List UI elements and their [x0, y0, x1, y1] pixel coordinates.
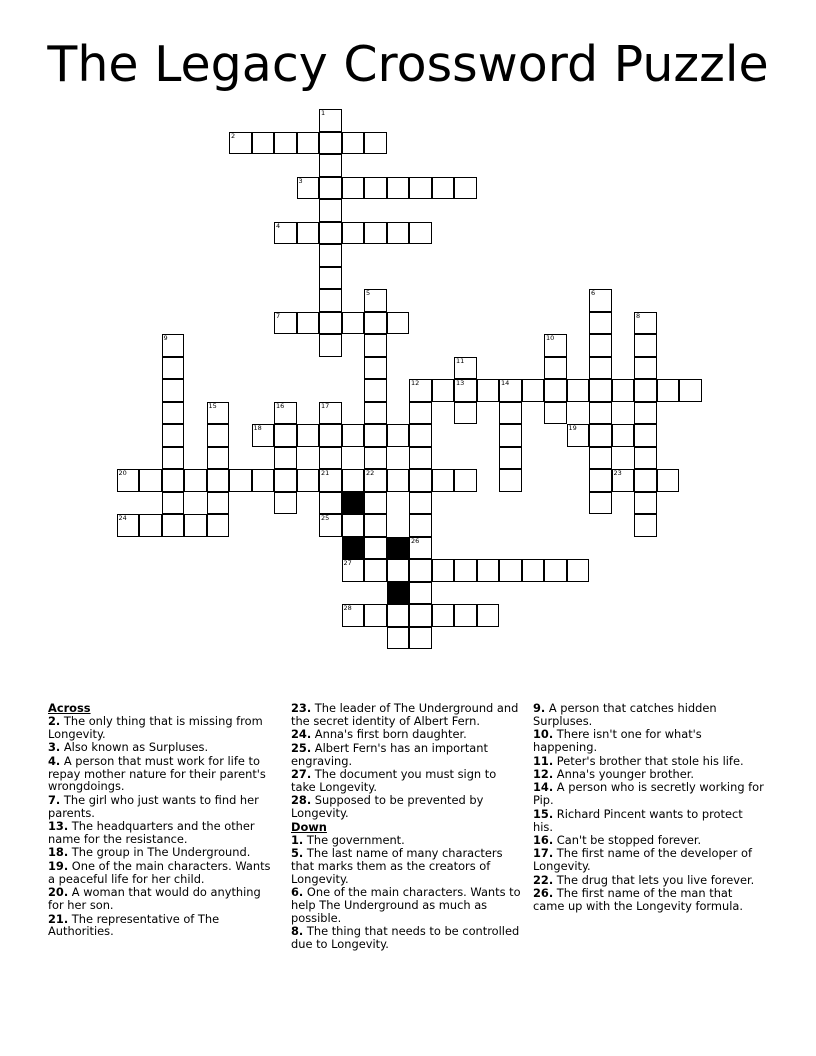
clue-text: Richard Pincent wants to protect his. [533, 806, 743, 834]
crossword-cell[interactable] [409, 604, 432, 627]
crossword-cell[interactable] [409, 514, 432, 537]
clue-number: 5. [291, 845, 304, 860]
crossword-cell[interactable] [454, 559, 477, 582]
crossword-cell[interactable] [454, 402, 477, 425]
clue-text: The document you must sign to take Longevity. [291, 767, 497, 794]
crossword-cell[interactable] [184, 514, 207, 537]
crossword-cell[interactable] [589, 469, 612, 492]
crossword-cell[interactable] [162, 514, 185, 537]
crossword-cell[interactable] [319, 334, 342, 357]
crossword-cell[interactable] [589, 379, 612, 402]
crossword-cell[interactable] [342, 177, 365, 200]
crossword-cell[interactable] [589, 312, 612, 335]
across-clue [48, 755, 280, 794]
clue-text: The girl who just wants to find her parents. [48, 792, 259, 820]
crossword-cell[interactable] [432, 379, 455, 402]
clue-number: 25. [291, 740, 312, 755]
crossword-cell[interactable] [387, 177, 410, 200]
cell-number: 11 [456, 356, 465, 365]
down-clue [533, 874, 765, 887]
crossword-cell[interactable] [387, 469, 410, 492]
cell-number: 14 [501, 379, 510, 387]
clue-number: 16. [533, 833, 554, 848]
down-clue [291, 834, 523, 847]
clue-text: A person that catches hidden Surpluses. [533, 701, 717, 728]
crossword-cell[interactable] [252, 469, 275, 492]
crossword-cell[interactable] [454, 604, 477, 627]
crossword-cell[interactable] [409, 379, 432, 402]
clue-text: The last name of many characters that marks them as the creators of Longevity. [291, 845, 503, 886]
across-clue [48, 886, 280, 912]
crossword-cell[interactable] [432, 559, 455, 582]
crossword-cell[interactable] [274, 447, 297, 470]
crossword-cell[interactable] [297, 469, 320, 492]
crossword-cell[interactable] [409, 627, 432, 650]
across-clue [48, 913, 280, 939]
crossword-cell[interactable] [544, 559, 567, 582]
down-clue [533, 887, 765, 913]
crossword-block [387, 537, 410, 560]
crossword-cell[interactable] [342, 469, 365, 492]
cell-number: 21 [321, 469, 330, 477]
clue-number: 28. [291, 793, 312, 808]
crossword-cell[interactable] [634, 492, 657, 515]
crossword-cell[interactable] [297, 312, 320, 335]
clue-number: 15. [533, 806, 554, 821]
clue-number: 19. [48, 858, 69, 873]
crossword-cell[interactable] [364, 469, 387, 492]
crossword-cell[interactable] [252, 132, 275, 155]
crossword-cell[interactable] [387, 424, 410, 447]
clue-text: The only thing that is missing from Longevity. [48, 713, 263, 741]
crossword-cell[interactable] [162, 424, 185, 447]
crossword-cell[interactable] [319, 109, 342, 132]
crossword-cell[interactable] [409, 177, 432, 200]
crossword-cell[interactable] [319, 154, 342, 177]
crossword-cell[interactable] [319, 514, 342, 537]
cell-number: 1 [321, 109, 326, 117]
crossword-cell[interactable] [117, 469, 140, 492]
crossword-cell[interactable] [612, 379, 635, 402]
across-clue [48, 820, 280, 846]
crossword-cell[interactable] [657, 379, 680, 402]
crossword-cell[interactable] [634, 424, 657, 447]
crossword-cell[interactable] [364, 334, 387, 357]
clue-text: The leader of The Underground and the secret identity of Albert Fern. [291, 701, 519, 728]
crossword-cell[interactable] [679, 379, 702, 402]
clue-text: A person that must work for life to repay mother nature for their parent's wrongdoings. [48, 753, 266, 794]
cell-number: 20 [118, 469, 127, 477]
down-clue [291, 886, 523, 925]
crossword-cell[interactable] [454, 379, 477, 402]
across-clue [291, 768, 523, 794]
across-clue [48, 846, 280, 859]
crossword-cell[interactable] [657, 469, 680, 492]
crossword-cell[interactable] [319, 424, 342, 447]
cell-number: 2 [231, 131, 236, 140]
crossword-cell[interactable] [319, 402, 342, 425]
crossword-cell[interactable] [319, 222, 342, 245]
clue-number: 20. [48, 885, 69, 900]
clue-number: 12. [533, 767, 554, 782]
clue-text: The representative of The Authorities. [48, 911, 220, 939]
crossword-cell[interactable] [432, 604, 455, 627]
down-clue [533, 847, 765, 873]
cell-number: 8 [636, 311, 641, 320]
clue-text: There isn't one for what's happening. [533, 727, 702, 755]
crossword-cell[interactable] [634, 514, 657, 537]
crossword-cell[interactable] [409, 469, 432, 492]
cell-number: 4 [276, 221, 281, 230]
crossword-cell[interactable] [499, 447, 522, 470]
crossword-cell[interactable] [432, 469, 455, 492]
crossword-cell[interactable] [589, 424, 612, 447]
clue-text: The drug that lets you live forever. [553, 872, 755, 887]
clue-number: 27. [291, 767, 312, 782]
crossword-cell[interactable] [297, 177, 320, 200]
clue-text: One of the main characters. Wants to help The Underground as much as possible. [291, 885, 521, 925]
cell-number: 7 [276, 311, 281, 320]
crossword-cell[interactable] [319, 199, 342, 222]
crossword-cell[interactable] [319, 469, 342, 492]
crossword-cell[interactable] [499, 424, 522, 447]
crossword-cell[interactable] [612, 424, 635, 447]
crossword-cell[interactable] [342, 132, 365, 155]
puzzle-title: The Legacy Crossword Puzzle [47, 36, 769, 93]
crossword-cell[interactable] [162, 379, 185, 402]
clue-text: The group in The Underground. [68, 845, 251, 860]
crossword-cell[interactable] [319, 177, 342, 200]
crossword-cell[interactable] [162, 357, 185, 380]
crossword-cell[interactable] [589, 402, 612, 425]
crossword-cell[interactable] [229, 469, 252, 492]
crossword-cell[interactable] [589, 357, 612, 380]
crossword-cell[interactable] [567, 379, 590, 402]
crossword-cell[interactable] [634, 379, 657, 402]
clue-text: Also known as Surpluses. [60, 740, 209, 755]
clue-number: 3. [48, 740, 61, 755]
down-clue [533, 808, 765, 834]
crossword-cell[interactable] [387, 604, 410, 627]
clue-text: The first name of the developer of Longevity. [533, 846, 752, 874]
crossword-cell[interactable] [432, 177, 455, 200]
crossword-cell[interactable] [364, 289, 387, 312]
crossword-cell[interactable] [162, 402, 185, 425]
crossword-cell[interactable] [162, 334, 185, 357]
crossword-cell[interactable] [454, 357, 477, 380]
clue-text: Peter's brother that stole his life. [553, 753, 744, 768]
crossword-cell[interactable] [342, 604, 365, 627]
clue-text: The headquarters and the other name for the resistance. [48, 819, 255, 847]
crossword-cell[interactable] [589, 447, 612, 470]
crossword-cell[interactable] [634, 312, 657, 335]
crossword-cell[interactable] [499, 469, 522, 492]
crossword-cell[interactable] [207, 514, 230, 537]
crossword-cell[interactable] [319, 312, 342, 335]
crossword-cell[interactable] [409, 492, 432, 515]
clue-text: A woman that would do anything for her son. [48, 885, 261, 913]
crossword-cell[interactable] [252, 424, 275, 447]
crossword-cell[interactable] [364, 537, 387, 560]
crossword-cell[interactable] [139, 514, 162, 537]
clue-number: 4. [48, 753, 61, 768]
crossword-cell[interactable] [589, 289, 612, 312]
crossword-cell[interactable] [387, 312, 410, 335]
crossword-cell[interactable] [274, 469, 297, 492]
crossword-cell[interactable] [409, 222, 432, 245]
crossword-cell[interactable] [387, 627, 410, 650]
cell-number: 6 [591, 289, 596, 297]
crossword-cell[interactable] [364, 559, 387, 582]
clue-number: 13. [48, 819, 69, 834]
down-clue [533, 768, 765, 781]
clue-number: 21. [48, 911, 69, 926]
cell-number: 22 [366, 469, 375, 477]
crossword-cell[interactable] [117, 514, 140, 537]
crossword-cell[interactable] [612, 469, 635, 492]
crossword-cell[interactable] [544, 334, 567, 357]
crossword-cell[interactable] [297, 222, 320, 245]
clue-text: Anna's younger brother. [553, 767, 694, 782]
clue-text: Albert Fern's has an important engraving. [291, 740, 488, 768]
crossword-block [387, 582, 410, 605]
crossword-cell[interactable] [477, 379, 500, 402]
crossword-cell[interactable] [634, 469, 657, 492]
crossword-block [342, 492, 365, 515]
cell-number: 5 [366, 289, 371, 297]
clue-number: 11. [533, 753, 554, 768]
clue-number: 23. [291, 701, 312, 715]
clues-column-1 [48, 702, 280, 939]
clues-column-3 [533, 702, 765, 914]
crossword-cell[interactable] [342, 312, 365, 335]
crossword-cell[interactable] [634, 357, 657, 380]
clue-text: The first name of the man that came up with the Longevity formula. [533, 886, 743, 914]
clue-number: 24. [291, 727, 312, 742]
crossword-cell[interactable] [522, 379, 545, 402]
crossword-cell[interactable] [409, 559, 432, 582]
crossword-cell[interactable] [364, 514, 387, 537]
crossword-cell[interactable] [207, 492, 230, 515]
clue-number: 1. [291, 832, 304, 847]
crossword-cell[interactable] [207, 424, 230, 447]
crossword-cell[interactable] [589, 492, 612, 515]
crossword-cell[interactable] [364, 492, 387, 515]
cell-number: 19 [568, 424, 577, 432]
clue-text: Can't be stopped forever. [553, 833, 702, 848]
across-clue [291, 742, 523, 768]
across-clue [48, 860, 280, 886]
down-heading: Down [291, 819, 327, 834]
cell-number: 9 [163, 334, 168, 342]
crossword-cell[interactable] [364, 312, 387, 335]
crossword-cell[interactable] [319, 447, 342, 470]
clue-text: The government. [303, 832, 405, 847]
cell-number: 13 [456, 379, 465, 387]
cell-number: 26 [411, 536, 420, 545]
crossword-cell[interactable] [184, 469, 207, 492]
crossword-cell[interactable] [207, 402, 230, 425]
crossword-cell[interactable] [319, 289, 342, 312]
crossword-cell[interactable] [634, 447, 657, 470]
crossword-cell[interactable] [364, 132, 387, 155]
crossword-cell[interactable] [409, 447, 432, 470]
clue-text: Anna's first born daughter. [311, 727, 467, 742]
cell-number: 23 [613, 469, 622, 477]
crossword-cell[interactable] [409, 424, 432, 447]
crossword-cell[interactable] [567, 424, 590, 447]
across-clue [291, 728, 523, 741]
clue-number: 9. [533, 701, 546, 715]
crossword-cell[interactable] [274, 424, 297, 447]
down-clue [533, 834, 765, 847]
crossword-block [342, 537, 365, 560]
clue-text: One of the main characters. Wants a peaceful life for her child. [48, 858, 271, 886]
crossword-cell[interactable] [634, 334, 657, 357]
crossword-cell[interactable] [522, 559, 545, 582]
crossword-cell[interactable] [364, 402, 387, 425]
crossword-cell[interactable] [207, 469, 230, 492]
crossword-cell[interactable] [544, 379, 567, 402]
cell-number: 15 [208, 401, 217, 410]
clue-number: 26. [533, 886, 554, 901]
clue-number: 10. [533, 727, 554, 742]
crossword-cell[interactable] [589, 334, 612, 357]
crossword-cell[interactable] [342, 559, 365, 582]
cell-number: 17 [321, 401, 330, 410]
crossword-cell[interactable] [409, 537, 432, 560]
down-clue [291, 925, 523, 951]
crossword-cell[interactable] [499, 379, 522, 402]
crossword-cell[interactable] [409, 582, 432, 605]
crossword-cell[interactable] [409, 402, 432, 425]
crossword-cell[interactable] [319, 244, 342, 267]
clue-number: 18. [48, 845, 69, 860]
crossword-cell[interactable] [544, 357, 567, 380]
crossword-cell[interactable] [364, 424, 387, 447]
clue-number: 6. [291, 885, 304, 900]
clues-column-2 [291, 702, 523, 952]
cell-number: 3 [298, 176, 303, 185]
crossword-cell[interactable] [499, 559, 522, 582]
crossword-cell[interactable] [274, 222, 297, 245]
cell-number: 18 [253, 424, 262, 432]
crossword-cell[interactable] [162, 469, 185, 492]
crossword-cell[interactable] [297, 132, 320, 155]
clue-text: The thing that needs to be controlled due to Longevity. [291, 924, 520, 952]
crossword-cell[interactable] [139, 469, 162, 492]
cell-number: 24 [118, 514, 127, 522]
clue-number: 2. [48, 713, 61, 728]
crossword-cell[interactable] [342, 514, 365, 537]
crossword-cell[interactable] [364, 604, 387, 627]
crossword-cell[interactable] [477, 559, 500, 582]
crossword-cell[interactable] [342, 222, 365, 245]
crossword-cell[interactable] [342, 424, 365, 447]
crossword-cell[interactable] [162, 492, 185, 515]
clue-number: 14. [533, 780, 554, 795]
clue-text: A person who is secretly working for Pip. [533, 780, 764, 808]
crossword-cell[interactable] [387, 222, 410, 245]
across-clue [48, 741, 280, 754]
crossword-cell[interactable] [229, 132, 252, 155]
crossword-cell[interactable] [319, 267, 342, 290]
across-clue [291, 702, 523, 728]
crossword-cell[interactable] [387, 559, 410, 582]
cell-number: 10 [546, 334, 555, 342]
crossword-cell[interactable] [364, 177, 387, 200]
crossword-cell[interactable] [477, 604, 500, 627]
down-clue [533, 781, 765, 807]
clue-number: 8. [291, 924, 304, 939]
crossword-cell[interactable] [634, 402, 657, 425]
crossword-cell[interactable] [364, 379, 387, 402]
crossword-cell[interactable] [274, 312, 297, 335]
crossword-cell[interactable] [364, 447, 387, 470]
clue-text: Supposed to be prevented by Longevity. [291, 793, 484, 821]
crossword-cell[interactable] [297, 424, 320, 447]
down-clue [533, 702, 765, 728]
cell-number: 16 [276, 401, 285, 410]
across-heading: Across [48, 701, 91, 715]
crossword-cell[interactable] [274, 402, 297, 425]
down-clue [533, 728, 765, 754]
crossword-cell[interactable] [499, 402, 522, 425]
crossword-cell[interactable] [567, 559, 590, 582]
across-clue [291, 794, 523, 820]
crossword-cell[interactable] [319, 492, 342, 515]
cell-number: 27 [343, 559, 352, 567]
crossword-cell[interactable] [454, 469, 477, 492]
crossword-cell[interactable] [544, 402, 567, 425]
crossword-cell[interactable] [364, 357, 387, 380]
cell-number: 28 [343, 604, 352, 612]
crossword-cell[interactable] [162, 447, 185, 470]
crossword-cell[interactable] [364, 222, 387, 245]
clue-number: 7. [48, 792, 61, 807]
across-clue [48, 794, 280, 820]
crossword-cell[interactable] [274, 492, 297, 515]
clue-number: 17. [533, 846, 554, 861]
across-clue [48, 715, 280, 741]
crossword-cell[interactable] [454, 177, 477, 200]
down-clue [291, 847, 523, 886]
down-clue [533, 755, 765, 768]
crossword-cell[interactable] [207, 447, 230, 470]
crossword-cell[interactable] [319, 132, 342, 155]
clue-number: 22. [533, 872, 554, 887]
cell-number: 12 [411, 379, 420, 387]
crossword-cell[interactable] [274, 132, 297, 155]
cell-number: 25 [321, 514, 330, 522]
